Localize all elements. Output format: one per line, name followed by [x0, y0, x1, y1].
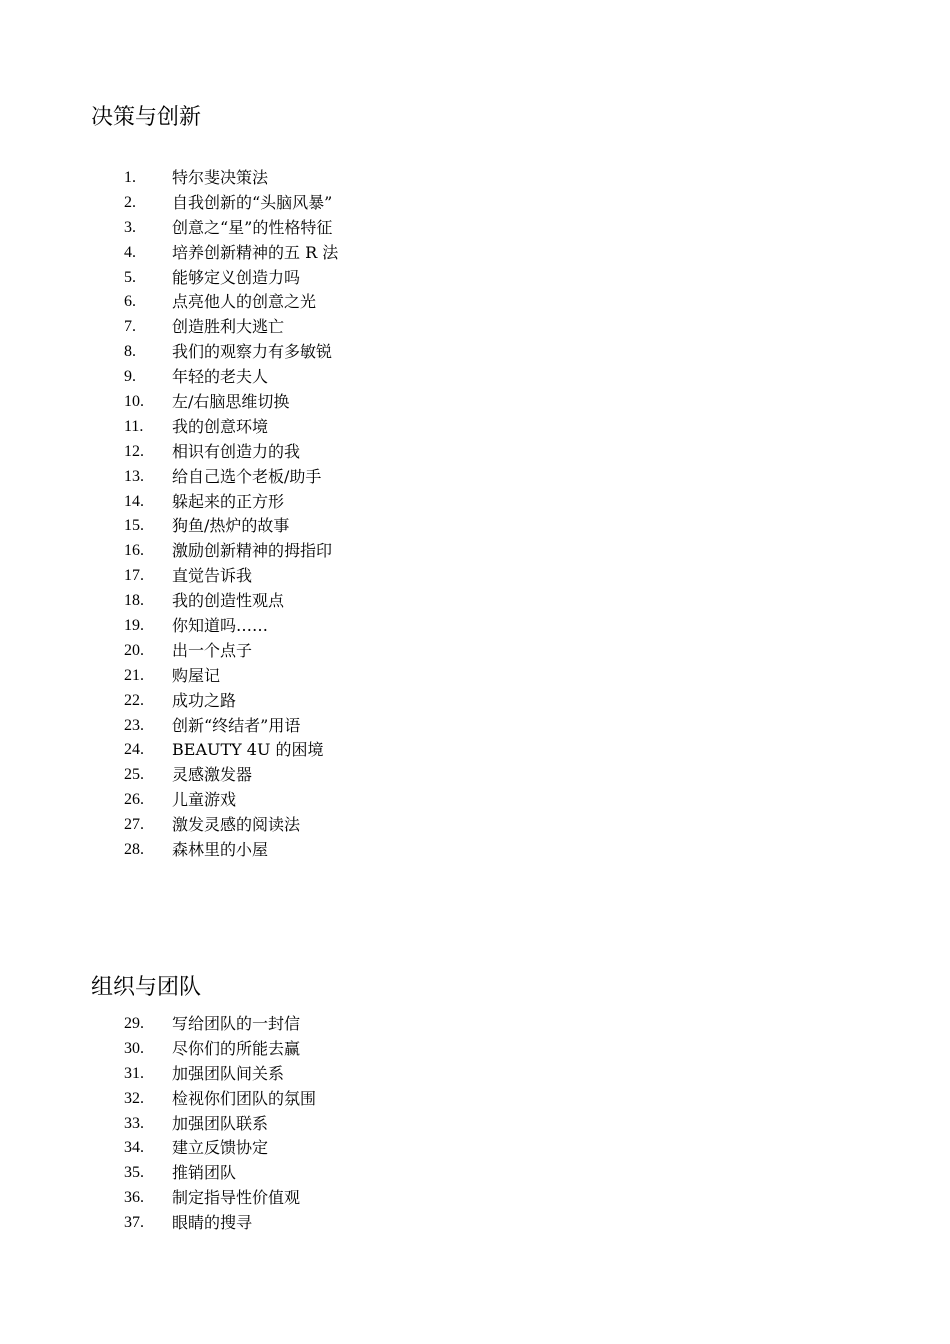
list-item-text: 建立反馈协定: [172, 1138, 269, 1158]
list-item-number: 8.: [124, 343, 136, 361]
list-item-text: 出一个点子: [172, 640, 253, 660]
list-item-text: 加强团队间关系: [172, 1063, 285, 1083]
list-item-text: 加强团队联系: [172, 1113, 269, 1133]
list-item-text: 创意之“星”的性格特征: [172, 217, 333, 237]
list-item-text: 灵感激发器: [172, 765, 253, 785]
list-item-text: 我的创造性观点: [172, 591, 285, 611]
list-item-number: 31.: [124, 1064, 144, 1082]
list-item-text: 推销团队: [172, 1163, 237, 1183]
list-item-text: 我们的观察力有多敏锐: [172, 342, 333, 362]
list-item-number: 12.: [124, 442, 144, 460]
list-item-number: 30.: [124, 1039, 144, 1057]
list-item-text: 购屋记: [172, 665, 221, 685]
list-item-text: 眼睛的搜寻: [172, 1213, 253, 1233]
list-item-text: 激发灵感的阅读法: [172, 815, 301, 835]
list-item-number: 35.: [124, 1164, 144, 1182]
list-item-number: 24.: [124, 741, 144, 759]
list-item-text: 培养创新精神的五 R 法: [172, 242, 339, 262]
list-item-text: 激励创新精神的拇指印: [172, 541, 333, 561]
list-item-text: 尽你们的所能去赢: [172, 1038, 301, 1058]
list-item-text: 森林里的小屋: [172, 840, 269, 860]
list-item-text: 躲起来的正方形: [172, 491, 285, 511]
list-item-number: 9.: [124, 368, 136, 386]
list-item-text: 点亮他人的创意之光: [172, 292, 317, 312]
list-item-number: 17.: [124, 567, 144, 585]
section-heading-organization-team: 组织与团队: [91, 975, 202, 1000]
list-item-text: 自我创新的“头脑风暴”: [172, 192, 333, 212]
list-item-text: BEAUTY 4U 的困境: [172, 740, 324, 760]
list-item-number: 18.: [124, 592, 144, 610]
list-item-text: 我的创意环境: [172, 416, 269, 436]
list-item-number: 14.: [124, 492, 144, 510]
list-item-text: 直觉告诉我: [172, 566, 253, 586]
list-item-text: 特尔斐决策法: [172, 168, 269, 187]
list-item-text: 相识有创造力的我: [172, 441, 301, 461]
list-item-number: 28.: [124, 841, 144, 859]
section-heading-decision-innovation: 决策与创新: [91, 105, 202, 130]
list-item-text: 狗鱼/热炉的故事: [172, 516, 290, 536]
list-item-text: 左/右脑思维切换: [172, 392, 290, 412]
list-item-number: 22.: [124, 691, 144, 709]
list-item-number: 29.: [124, 1015, 144, 1032]
list-item-number: 5.: [124, 268, 136, 286]
list-item-number: 16.: [124, 542, 144, 560]
list-item-text: 能够定义创造力吗: [172, 267, 301, 287]
list-item-number: 23.: [124, 716, 144, 734]
list-item-number: 26.: [124, 791, 144, 809]
list-item-number: 34.: [124, 1139, 144, 1157]
list-item-text: 写给团队的一封信: [172, 1014, 301, 1033]
list-item-text: 制定指导性价值观: [172, 1188, 301, 1208]
list-item-number: 19.: [124, 617, 144, 635]
list-item-number: 6.: [124, 293, 136, 311]
list-item-text: 给自己选个老板/助手: [172, 466, 322, 486]
list-item-number: 15.: [124, 517, 144, 535]
list-item-number: 27.: [124, 816, 144, 834]
list-item-number: 2.: [124, 193, 136, 211]
list-item-text: 创造胜利大逃亡: [172, 317, 285, 337]
list-item-text: 创新“终结者”用语: [172, 715, 301, 735]
list-item-number: 13.: [124, 467, 144, 485]
list-item-number: 4.: [124, 243, 136, 261]
list-item-text: 成功之路: [172, 690, 237, 710]
list-item-number: 10.: [124, 393, 144, 411]
list-item-number: 25.: [124, 766, 144, 784]
list-item-text: 你知道吗……: [172, 616, 269, 636]
list-item-number: 3.: [124, 218, 136, 236]
list-item-number: 21.: [124, 666, 144, 684]
list-item-number: 36.: [124, 1189, 144, 1207]
list-item-number: 7.: [124, 318, 136, 336]
list-item-text: 儿童游戏: [172, 790, 237, 810]
list-item-number: 37.: [124, 1214, 144, 1232]
list-item-number: 11.: [124, 417, 144, 435]
list-item-number: 1.: [124, 169, 136, 186]
list-item-number: 32.: [124, 1089, 144, 1107]
list-item-number: 33.: [124, 1114, 144, 1132]
list-item-text: 检视你们团队的氛围: [172, 1088, 317, 1108]
list-item-text: 年轻的老夫人: [172, 367, 269, 387]
list-item-number: 20.: [124, 641, 144, 659]
